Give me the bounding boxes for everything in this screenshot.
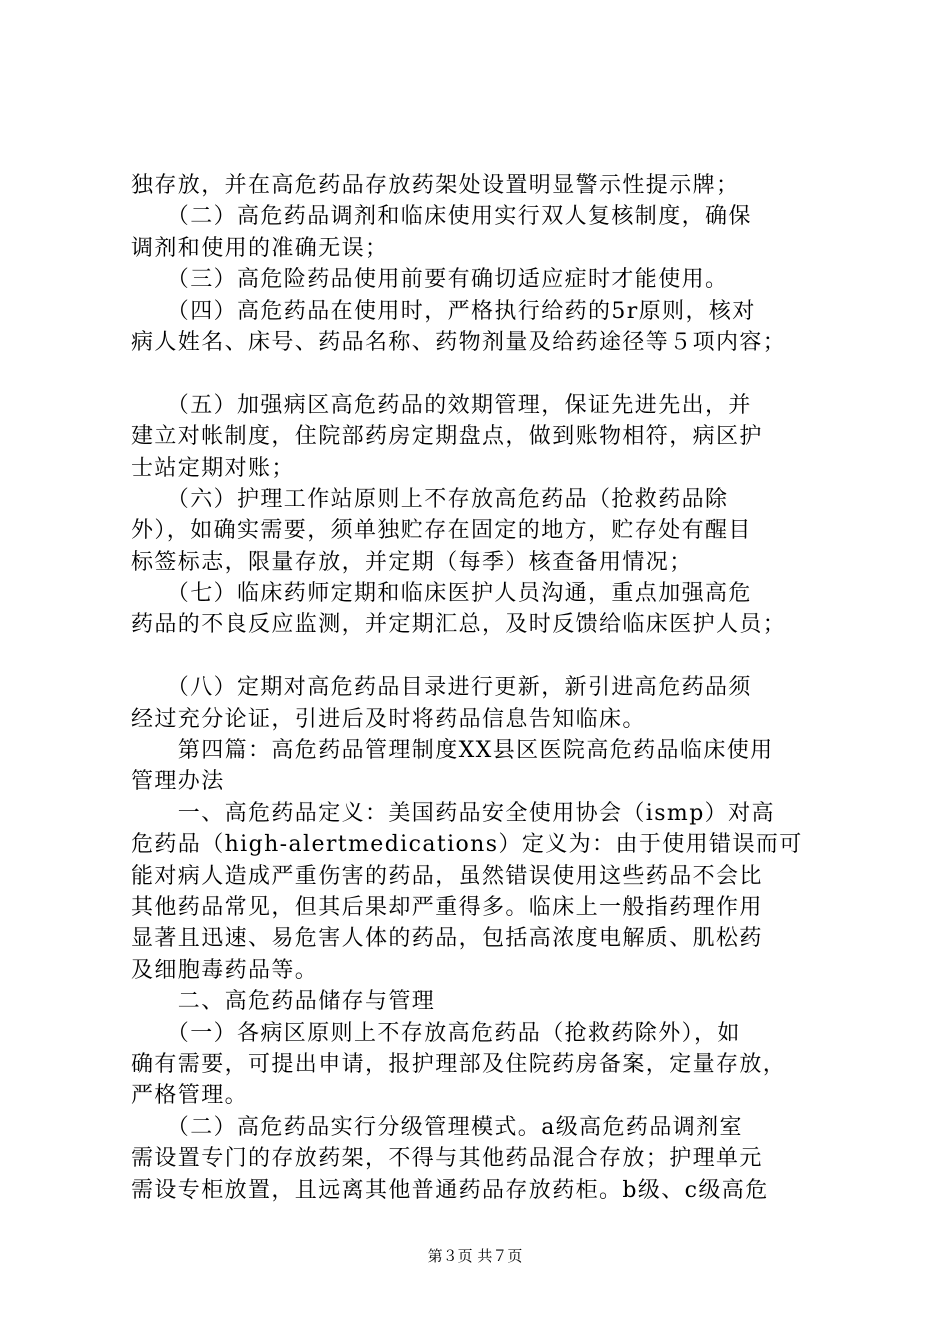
text-line: （五）加强病区高危药品的效期管理，保证先进先出，并: [131, 392, 752, 418]
text-line: 确有需要，可提出申请，报护理部及住院药房备案，定量存放，: [131, 1051, 787, 1077]
text-line: （四）高危药品在使用时，严格执行给药的5r原则，核对: [131, 298, 756, 324]
text-line: （八）定期对高危药品目录进行更新，新引进高危药品须: [131, 675, 752, 701]
text-line: （二）高危药品调剂和临床使用实行双人复核制度，确保: [131, 204, 752, 230]
text-line: 二、高危药品储存与管理: [131, 989, 436, 1015]
text-line: 能对病人造成严重伤害的药品，虽然错误使用这些药品不会比: [131, 863, 763, 889]
text-line: 危药品（high-alertmedications）定义为：由于使用错误而可: [131, 832, 803, 858]
text-line: （三）高危险药品使用前要有确切适应症时才能使用。: [131, 267, 729, 293]
text-line: 调剂和使用的准确无误；: [131, 235, 389, 261]
text-line: 显著且迅速、易危害人体的药品，包括高浓度电解质、肌松药: [131, 926, 763, 952]
text-line: 外），如确实需要，须单独贮存在固定的地方，贮存处有醒目: [131, 518, 752, 544]
blank-line: [131, 641, 831, 672]
blank-line: [131, 358, 831, 389]
text-line: 标签标志，限量存放，并定期（每季）核查备用情况；: [131, 549, 693, 575]
text-line: （一）各病区原则上不存放高危药品（抢救药除外），如: [131, 1020, 741, 1046]
text-line: 建立对帐制度，住院部药房定期盘点，做到账物相符，病区护: [131, 424, 763, 450]
text-line: 经过充分论证，引进后及时将药品信息告知临床。: [131, 706, 646, 732]
text-line: 一、高危药品定义：美国药品安全使用协会（ismp）对高: [131, 800, 775, 826]
text-line: 士站定期对账；: [131, 455, 295, 481]
text-line: 严格管理。: [131, 1083, 249, 1109]
page-footer: 第３页 共７页: [427, 1247, 523, 1265]
text-line: 病人姓名、床号、药品名称、药物剂量及给药途径等５项内容；: [131, 329, 787, 355]
text-line: 独存放，并在高危药品存放药架处设置明显警示性提示牌；: [131, 173, 740, 198]
text-line: 管理办法: [131, 769, 225, 795]
text-line: 及细胞毒药品等。: [131, 957, 319, 983]
text-line: 需设置专门的存放药架，不得与其他药品混合存放；护理单元: [131, 1146, 763, 1172]
text-line: 第四篇：高危药品管理制度XX县区医院高危药品临床使用: [131, 738, 774, 764]
text-line: （二）高危药品实行分级管理模式。a级高危药品调剂室: [131, 1114, 743, 1140]
text-line: 其他药品常见，但其后果却严重得多。临床上一般指药理作用: [131, 894, 763, 920]
text-line: （七）临床药师定期和临床医护人员沟通，重点加强高危: [131, 581, 752, 607]
text-line: 药品的不良反应监测，并定期汇总，及时反馈给临床医护人员；: [131, 612, 787, 638]
text-line: 需设专柜放置，且远离其他普通药品存放药柜。b级、c级高危: [131, 1177, 769, 1203]
text-line: （六）护理工作站原则上不存放高危药品（抢救药品除: [131, 486, 729, 512]
document-body: [131, 170, 831, 1206]
